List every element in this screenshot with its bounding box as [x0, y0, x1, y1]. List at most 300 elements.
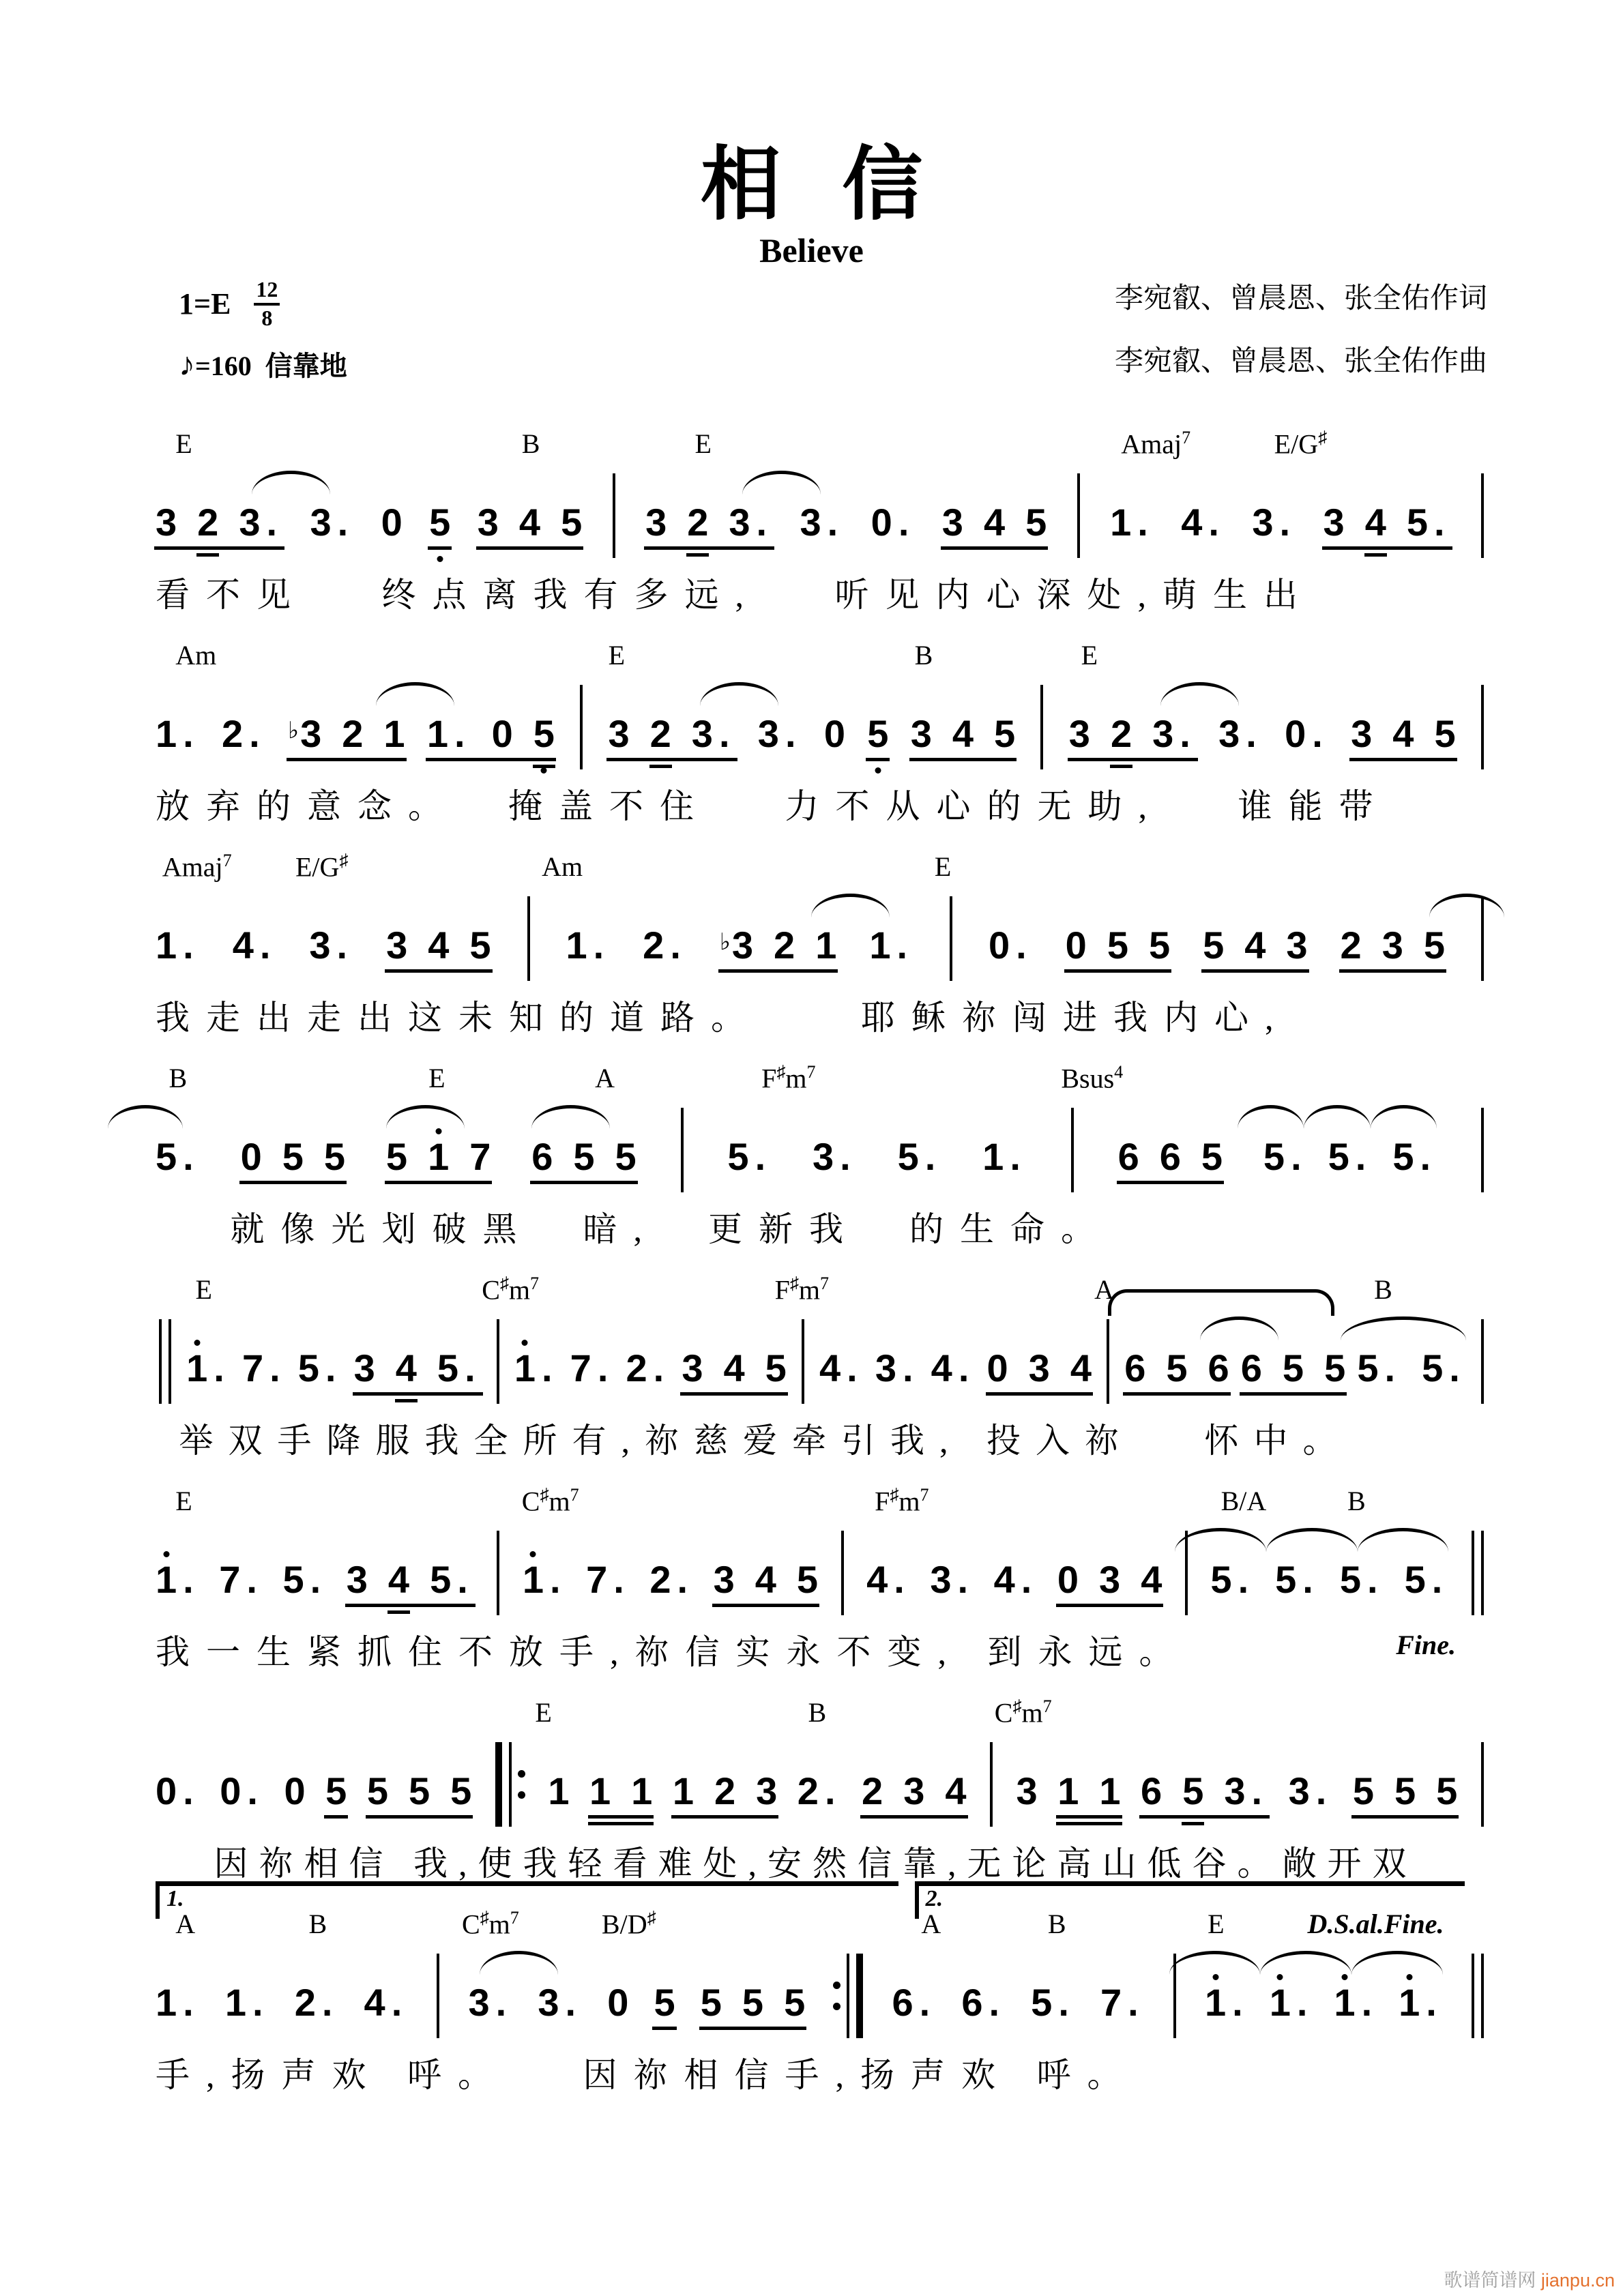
chord-label: B — [914, 640, 933, 671]
note-digit: 6 — [1141, 1769, 1163, 1812]
note-digit: 3 — [1288, 1769, 1310, 1812]
note-token — [1275, 1558, 1319, 1601]
note-token — [1240, 1346, 1262, 1389]
note-token — [566, 926, 610, 965]
note-group — [1110, 503, 1154, 542]
note-token — [586, 1558, 630, 1601]
chord-row — [156, 428, 1487, 460]
note-group — [819, 1346, 864, 1389]
note-digit: 2 — [643, 924, 664, 967]
note-token — [224, 1981, 269, 2024]
note-digit: 6 — [531, 1135, 553, 1178]
note-group — [346, 1558, 474, 1601]
note-digit: 1 — [156, 1981, 177, 2024]
tempo-value: =160 — [195, 351, 252, 381]
note-digit: 2 — [626, 1346, 647, 1389]
chord-row — [156, 1486, 1487, 1517]
note-digit: 4 — [755, 1558, 776, 1601]
note-digit: 0 — [871, 501, 892, 544]
note-token — [691, 712, 736, 755]
note-token — [239, 503, 283, 542]
note-token — [643, 926, 687, 965]
note-token — [961, 1981, 1006, 2024]
staff-system — [156, 1486, 1487, 1697]
barline-stroke — [847, 1954, 849, 2038]
note-digit: 1 — [514, 1349, 536, 1387]
note-digit: 6 — [1240, 1346, 1262, 1389]
note-token — [561, 503, 582, 542]
note-digit: 6 — [892, 1981, 913, 2024]
note-group — [1117, 1135, 1223, 1178]
sixteenth-underline — [1182, 1822, 1204, 1825]
note-token — [548, 1769, 570, 1812]
chord-label: E — [428, 1063, 445, 1093]
note-digit: 5 — [742, 1981, 764, 2024]
note-token — [1382, 926, 1403, 965]
barline — [156, 1319, 175, 1404]
note-token — [282, 1558, 327, 1601]
note-token — [1334, 1981, 1379, 2024]
note-token — [714, 1769, 736, 1812]
note-token — [1392, 1135, 1437, 1178]
note-group — [1204, 1981, 1443, 2024]
barline — [493, 1531, 503, 1615]
barline — [433, 1954, 443, 2038]
note-token — [713, 1558, 735, 1601]
note-token — [645, 503, 667, 542]
repeat-dots — [518, 1742, 525, 1827]
note-digit: 5 — [1406, 501, 1428, 544]
note-digit: 3 — [477, 501, 499, 544]
beam-underline — [606, 758, 737, 761]
note-token — [1159, 1135, 1181, 1178]
note-digit: 5 — [325, 1769, 347, 1812]
barline-stroke — [497, 1319, 499, 1404]
barline-stroke — [1481, 1319, 1484, 1404]
lyrics-line: 我走出走出这未知的道路。 耶稣祢闯进我内心, — [156, 999, 1290, 1037]
augmentation-dot: . — [898, 501, 916, 544]
lyrics-line: 放弃的意念。 掩盖不住 力不从心的无助, 谁能带 — [156, 787, 1390, 825]
beam-underline — [588, 1822, 654, 1825]
beam-underline — [1139, 1815, 1270, 1819]
note-token — [1263, 1135, 1308, 1178]
beam-underline — [239, 1181, 347, 1184]
note-token — [903, 1769, 925, 1812]
note-token — [522, 1558, 567, 1601]
note-token — [589, 1769, 611, 1812]
note-token — [1152, 712, 1197, 755]
augmentation-dot: . — [1180, 712, 1197, 755]
note-token — [469, 1135, 491, 1178]
watermark-domain: jianpu.cn — [1540, 2270, 1615, 2291]
barline-stroke — [1481, 1954, 1484, 2038]
note-digit: 5 — [1434, 712, 1456, 755]
note-group — [310, 503, 354, 542]
repeat-dot — [518, 1770, 525, 1778]
note-token — [1141, 1558, 1163, 1601]
barline — [1478, 1742, 1487, 1827]
note-group — [426, 712, 555, 755]
note-token — [1434, 712, 1456, 755]
note-group — [892, 1981, 937, 2024]
augmentation-dot: . — [755, 1135, 772, 1178]
note-group — [156, 1769, 200, 1812]
beam-underline — [1117, 1181, 1224, 1184]
lyrics-line: 就像光划破黑 暗, 更新我 的生命。 — [156, 1210, 1111, 1248]
note-group — [386, 926, 491, 965]
note-group — [986, 1346, 1092, 1389]
chord-label: E — [934, 851, 952, 882]
note-token — [408, 1769, 430, 1812]
note-token — [774, 926, 795, 965]
barline — [946, 896, 956, 981]
lyrics-line: 我一生紧抓住不放手,祢信实永不变, 到永远。 Fine. — [156, 1630, 1456, 1671]
note-token — [1399, 1981, 1443, 2024]
note-token — [1324, 503, 1345, 542]
note-token — [385, 1135, 408, 1178]
repeat-dots — [833, 1954, 840, 2038]
note-digit: 4 — [518, 501, 541, 544]
chord-label: $C^♯m^7$ — [461, 1907, 519, 1939]
chord-label: A — [595, 1063, 615, 1093]
note-token — [729, 503, 773, 542]
note-group — [353, 1346, 482, 1389]
beam-underline — [699, 2027, 806, 2030]
note-token — [364, 1981, 409, 2024]
chord-label: B — [1347, 1486, 1366, 1516]
beam-underline — [652, 2027, 676, 2030]
note-digit: 4 — [388, 1561, 409, 1599]
note-token — [1328, 1135, 1373, 1178]
note-token — [426, 712, 471, 755]
beam-underline — [287, 758, 407, 761]
note-digit: 5 — [796, 1558, 819, 1601]
beam-underline — [345, 1604, 476, 1607]
barline-stroke — [950, 896, 952, 981]
note-token — [156, 503, 177, 542]
note-token — [395, 1346, 417, 1389]
barline — [986, 1742, 996, 1827]
slur-arc — [811, 894, 890, 917]
note-token — [309, 926, 353, 965]
key-signature — [179, 278, 280, 329]
augmentation-dot: . — [1367, 1558, 1384, 1601]
note-group — [478, 503, 582, 542]
note-digit: 3 — [800, 501, 821, 544]
note-digit: 5 — [1148, 924, 1171, 967]
note-digit: 1 — [156, 1561, 177, 1599]
note-group — [871, 503, 916, 542]
barline-stroke — [1481, 685, 1484, 769]
note-token — [607, 1981, 629, 2024]
note-digit: 6 — [1159, 1135, 1181, 1178]
note-token — [428, 926, 449, 965]
beam-underline — [353, 1392, 483, 1396]
note-token — [1351, 712, 1373, 755]
augmentation-dot: . — [989, 1981, 1006, 2024]
note-token — [478, 503, 499, 542]
note-token — [429, 503, 450, 542]
note-digit: 5 — [765, 1346, 787, 1389]
tempo-feel: 信靠地 — [265, 351, 347, 381]
octave-dot-high — [435, 1128, 441, 1134]
note-digit: 3 — [1224, 1769, 1246, 1812]
note-token — [310, 503, 354, 542]
note-digit: 1 — [224, 1981, 246, 2024]
beam-underline — [1123, 1392, 1230, 1396]
lyrics-line: 因祢相信 我,使我轻看难处,安然信靠,无论高山低谷。敞开双 — [156, 1844, 1418, 1883]
note-digit: 2 — [774, 924, 795, 967]
repeat-dot — [833, 1982, 840, 1989]
note-group — [1263, 1135, 1437, 1178]
note-digit: 5 — [282, 1135, 304, 1178]
note-token — [430, 1558, 474, 1601]
barline — [609, 473, 619, 558]
barline-stroke — [437, 1954, 439, 2038]
flat-icon: ♭ — [719, 929, 731, 955]
note-group — [186, 1346, 231, 1389]
note-token — [1352, 1769, 1374, 1812]
note-digit: 4 — [1070, 1346, 1092, 1389]
octave-dot-high — [522, 1340, 528, 1346]
barline-stroke — [1472, 1954, 1474, 2038]
barline-stroke — [1481, 1108, 1484, 1192]
note-group — [156, 503, 283, 542]
note-token — [1203, 926, 1224, 965]
note-token — [288, 712, 322, 755]
tempo-marking — [179, 344, 347, 383]
note-digit: 1 — [566, 924, 587, 967]
lyrics-line: 手,扬声欢 呼。 因祢相信手,扬声欢 呼。 — [156, 2056, 1138, 2094]
notation-row — [156, 1306, 1487, 1408]
note-digit: 1 — [383, 712, 405, 755]
note-token — [222, 712, 266, 755]
note-token — [615, 1135, 637, 1178]
note-group — [233, 926, 277, 965]
note-digit: 5 — [156, 1135, 177, 1178]
augmentation-dot: . — [252, 1981, 269, 2024]
augmentation-dot: . — [957, 1558, 975, 1601]
barline-stroke — [1040, 685, 1043, 769]
note-token — [700, 1981, 722, 2024]
augmentation-dot: . — [336, 924, 354, 967]
barline-stroke — [841, 1531, 844, 1615]
staff-system — [156, 428, 1487, 640]
note-token — [1100, 1981, 1145, 2024]
notation-row — [156, 1517, 1487, 1619]
barline — [830, 1954, 866, 2038]
note-digit: 1 — [523, 1561, 544, 1599]
beam-underline — [986, 1392, 1093, 1396]
note-group — [720, 926, 837, 965]
note-token — [727, 1135, 772, 1178]
chord-label: Am — [542, 851, 583, 882]
note-digit: 0 — [607, 1981, 629, 2024]
note-token — [755, 1558, 776, 1601]
note-digit: 6 — [961, 1981, 983, 2024]
note-digit: 1 — [1110, 501, 1132, 544]
beam-underline — [428, 546, 452, 550]
chord-row — [156, 640, 1487, 671]
tie-arc — [1351, 1951, 1443, 1975]
beam-underline — [1240, 1392, 1347, 1396]
chord-label: $F^♯m^7$ — [875, 1484, 929, 1516]
note-digit: 2 — [797, 1769, 819, 1812]
note-group — [240, 1135, 346, 1178]
note-digit: 5 — [469, 924, 491, 967]
notation-row — [156, 883, 1487, 985]
octave-dot-high — [1341, 1974, 1347, 1980]
note-group — [757, 712, 802, 755]
barline-stroke — [613, 473, 615, 558]
note-digit: 5 — [615, 1135, 637, 1178]
note-token — [1124, 1346, 1146, 1389]
chord-label: Bsus$^4$ — [1061, 1061, 1124, 1093]
note-token — [469, 926, 491, 965]
note-group — [566, 926, 610, 965]
augmentation-dot: . — [1361, 1981, 1379, 2024]
octave-dot-low — [875, 767, 881, 774]
watermark-site: 歌谱简谱网 — [1444, 2270, 1541, 2291]
augmentation-dot: . — [321, 1981, 339, 2024]
note-digit: 5 — [1025, 501, 1047, 544]
note-group — [867, 712, 889, 755]
note-group — [869, 926, 913, 965]
note-group — [1240, 1346, 1346, 1389]
note-token — [1341, 926, 1362, 965]
beam-underline — [366, 1815, 473, 1819]
note-token — [631, 1769, 653, 1812]
note-token — [723, 1346, 745, 1389]
note-token — [1070, 1346, 1092, 1389]
note-token — [892, 1981, 937, 2024]
note-digit: 1 — [156, 924, 177, 967]
note-digit: 2 — [862, 1769, 883, 1812]
augmentation-dot: . — [840, 1135, 857, 1178]
note-digit: 3 — [910, 712, 932, 755]
note-token — [672, 1769, 694, 1812]
note-digit: 5 — [533, 715, 555, 753]
note-digit: 2 — [342, 712, 364, 755]
note-group — [1181, 503, 1225, 542]
augmentation-dot: . — [1312, 712, 1329, 755]
time-numerator: 12 — [254, 278, 280, 306]
tie-arc — [1260, 1951, 1351, 1975]
note-token — [1286, 926, 1307, 965]
note-token — [1182, 1769, 1204, 1812]
augmentation-dot: . — [266, 501, 284, 544]
note-token — [294, 1981, 339, 2024]
augmentation-dot: . — [1137, 501, 1154, 544]
note-group — [1352, 1769, 1458, 1812]
beam-underline — [1068, 758, 1198, 761]
chord-label: E — [195, 1274, 212, 1305]
note-token — [654, 1981, 675, 2024]
note-token — [931, 1346, 976, 1389]
note-group — [608, 712, 736, 755]
note-digit: 5 — [994, 712, 1016, 755]
augmentation-dot: . — [653, 1346, 671, 1389]
chord-label: A — [1094, 1274, 1115, 1305]
note-digit: 0 — [240, 1135, 262, 1178]
note-token — [323, 1135, 346, 1178]
augmentation-dot: . — [214, 1346, 231, 1389]
slur-arc — [108, 1105, 183, 1129]
note-digit: 5 — [700, 1981, 722, 2024]
note-group — [1218, 712, 1263, 755]
note-digit: 0 — [1057, 1558, 1079, 1601]
note-token — [491, 712, 513, 755]
staff-system — [156, 1697, 1487, 1909]
augmentation-dot: . — [457, 1558, 474, 1601]
note-digit: 0 — [381, 501, 403, 544]
beam-underline — [426, 758, 556, 761]
augmentation-dot: . — [465, 1346, 482, 1389]
augmentation-dot: . — [454, 712, 471, 755]
note-digit: 0 — [1285, 712, 1306, 755]
note-digit: 1 — [672, 1769, 694, 1812]
chord-row — [156, 851, 1487, 883]
augmentation-dot: . — [958, 1346, 976, 1389]
note-token — [468, 1981, 513, 2024]
note-token — [1282, 1346, 1304, 1389]
note-token — [346, 1558, 368, 1601]
beam-underline — [385, 1181, 492, 1184]
note-token — [1068, 712, 1090, 755]
note-digit: 2 — [222, 712, 244, 755]
note-group — [961, 1981, 1006, 2024]
note-digit: 3 — [941, 501, 963, 544]
note-group — [649, 1558, 694, 1601]
barline — [1478, 1108, 1487, 1192]
note-token — [815, 926, 836, 965]
note-token — [1218, 712, 1263, 755]
note-digit: 5 — [1357, 1346, 1379, 1389]
augmentation-dot: . — [824, 1769, 842, 1812]
note-digit: 7 — [469, 1135, 491, 1178]
note-digit: 4 — [232, 924, 254, 967]
augmentation-dot: . — [670, 924, 687, 967]
augmentation-dot: . — [550, 1558, 567, 1601]
song-title: 相 信 — [700, 141, 944, 230]
chord-label: A — [175, 1909, 196, 1939]
note-digit: 1 — [982, 1135, 1004, 1178]
augmentation-dot: . — [542, 1346, 559, 1389]
note-digit: 3 — [1252, 501, 1274, 544]
note-digit: 5 — [366, 1769, 388, 1812]
augmentation-dot: . — [1426, 1981, 1443, 2024]
note-token — [800, 503, 845, 542]
barline — [576, 685, 586, 769]
note-group — [297, 1346, 342, 1389]
note-group — [156, 926, 200, 965]
note-token — [1339, 1558, 1384, 1601]
note-token — [626, 1346, 671, 1389]
chord-label: B/D♯ — [601, 1907, 656, 1939]
note-token — [388, 1558, 410, 1601]
note-token — [687, 503, 708, 542]
barline — [798, 1319, 808, 1404]
note-digit: 6 — [1124, 1346, 1146, 1389]
note-digit: 3 — [156, 501, 177, 544]
note-digit: 2 — [687, 503, 708, 542]
note-digit: 2 — [1111, 715, 1132, 753]
note-group — [1100, 1981, 1145, 2024]
beam-underline — [866, 758, 890, 761]
augmentation-dot: . — [183, 1135, 200, 1178]
octave-dot-high — [1212, 1974, 1218, 1980]
note-digit: 5 — [1263, 1135, 1285, 1178]
